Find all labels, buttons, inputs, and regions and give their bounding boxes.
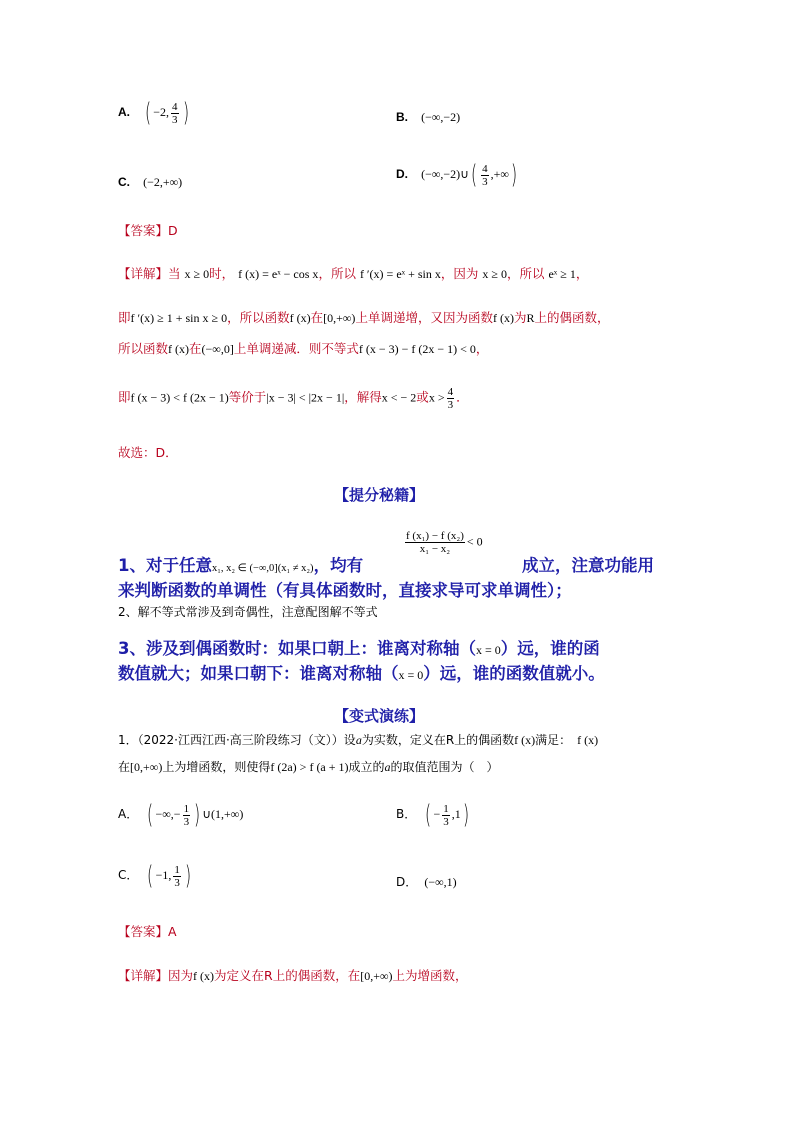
text: 当 [168, 266, 181, 281]
fraction-numerator: 4 [482, 162, 488, 175]
fraction-denominator: x₁ − x₂ [419, 543, 451, 555]
option-label: C． [118, 867, 139, 882]
text: 等价于 [228, 389, 267, 405]
text: ， [475, 341, 489, 356]
fraction-denominator: 3 [447, 399, 454, 411]
math: f (x) [492, 311, 514, 325]
option-value-tail: ,1 [451, 806, 461, 821]
text: 1．（2022·江西江西·高三阶段练习（文））设 [118, 733, 356, 747]
math: < 0 [466, 534, 483, 549]
fraction-denominator: 3 [443, 815, 449, 828]
tips-heading: 【提分秘籍】 [334, 486, 425, 504]
text: 上为增函数，则使得 [162, 760, 271, 774]
math: x₁, x₂ ∈ (−∞,0](x₁ ≠ x₂) [211, 563, 314, 574]
text: ，所以函数 [227, 310, 290, 325]
answer-tag: 【答案】 [118, 223, 169, 238]
math: f (2a) > f (a + 1) [270, 760, 349, 774]
math: a [384, 760, 391, 774]
option-c [118, 171, 182, 190]
text: 为实数，定义在R上的偶函数 [361, 733, 515, 747]
text: 或 [416, 389, 429, 405]
math: f (x) = eˣ − cos x [238, 267, 319, 281]
text: ，均有 [313, 556, 364, 575]
question-line-1 [118, 731, 598, 748]
text: 因为 [168, 968, 194, 983]
text: ， [575, 266, 589, 281]
option-value: (−∞,1) [424, 875, 457, 889]
math: f (x) [514, 733, 536, 747]
detail2-line-1 [118, 966, 468, 984]
option-value: −1, [155, 867, 172, 882]
math: |x − 3| < |2x − 1| [266, 390, 345, 405]
option2-d [396, 871, 457, 890]
answer-tag: 【答案】 [118, 924, 169, 939]
practice-heading: 【变式演练】 [334, 707, 425, 725]
tip1-line2: 来判断函数的单调性（有具体函数时，直接求导可求单调性）； [118, 581, 572, 600]
text: 即 [118, 310, 131, 325]
math: f (x − 3) < f (2x − 1) [130, 390, 229, 405]
detail-line-2 [118, 308, 610, 326]
math: x ≥ 0 [482, 267, 507, 281]
math: x = 0 [475, 643, 501, 657]
option-b [396, 106, 460, 125]
text: 3、涉及到偶函数时：如果口朝上：谁离对称轴（ [118, 639, 476, 658]
text: 1、对于任意 [118, 556, 212, 575]
text: ，因为 [440, 266, 479, 281]
answer2-line [118, 922, 177, 940]
text: ，所以 [506, 266, 545, 281]
option2-a: A． ( −∞,− $\frac{1}{3}$ ) ∪(1,+∞) [118, 800, 244, 830]
tip2: 2、解不等式常涉及到奇偶性，注意配图解不等式 [118, 605, 378, 619]
math: a [355, 733, 362, 747]
math: [0,+∞) [323, 311, 356, 325]
tip1-fraction [403, 530, 483, 555]
detail-line-1 [118, 264, 588, 282]
text: 在 [118, 760, 131, 774]
option-d: D. (−∞,−2)∪( $\frac{4}{3}$ ,+∞) [396, 160, 518, 190]
text: 成立的 [348, 760, 385, 774]
text: 数值就大；如果口朝下：谁离对称轴（ [118, 664, 399, 683]
detail-line-3 [118, 339, 488, 357]
text: ． [456, 389, 469, 405]
option-label: C. [118, 175, 130, 189]
answer-value: A [168, 924, 177, 939]
fraction-numerator: 1 [183, 802, 190, 815]
tip1-line1-end: 成立，注意功能用 [522, 556, 654, 575]
option-label: B. [396, 110, 408, 124]
answer-value: D [168, 223, 178, 238]
option2-c: C． ( −1, $\frac{1}{3}$ ) [118, 861, 192, 891]
fraction-numerator: 1 [174, 863, 180, 876]
option-value: −2, [153, 104, 170, 119]
text: 为定义在R上的偶函数，在 [214, 968, 361, 983]
fraction-numerator: 4 [447, 386, 454, 398]
option-a: A. ( −2, $\frac{4}{3}$ ) [118, 98, 189, 128]
math: [0,+∞) [360, 969, 393, 983]
option-value: (−2,+∞) [143, 175, 183, 189]
option2-b: B． ( − $\frac{1}{3}$ ,1) [396, 800, 469, 830]
text: 的取值范围为（ ） [390, 760, 499, 774]
option-value-tail: ∪(1,+∞) [202, 806, 244, 821]
math: f (x) [168, 342, 190, 356]
fraction-denominator: 3 [172, 113, 178, 126]
option-value: (−∞,−2)∪ [421, 166, 469, 181]
option-value: −∞,− [155, 806, 181, 821]
tip1-line1 [118, 552, 363, 576]
math: eˣ ≥ 1 [548, 267, 576, 281]
text: 上单调递减．则不等式 [233, 341, 359, 356]
tip3-line1 [118, 635, 600, 659]
detail-line-4 [118, 386, 469, 411]
text: 在 [189, 341, 202, 356]
text: 时， [209, 266, 235, 281]
text: ，解得 [344, 389, 382, 405]
math: f (x) [289, 311, 311, 325]
text: 所以函数 [118, 341, 169, 356]
text: 即 [118, 389, 131, 405]
math: R [526, 311, 535, 325]
math: x > [428, 390, 445, 405]
option-label: A. [118, 104, 130, 119]
text: ，所以 [318, 266, 356, 281]
option-value: (−∞,−2) [421, 110, 461, 124]
option-label: D． [396, 875, 418, 889]
text: 上单调递增，又因为函数 [355, 310, 493, 325]
option-label: A． [118, 806, 139, 821]
option-value: − [433, 806, 441, 821]
option-label: D. [396, 166, 408, 181]
text: ）远，谁的函数值就小。 [423, 664, 605, 683]
fraction-numerator: 4 [172, 100, 178, 113]
fraction-denominator: 3 [174, 876, 180, 889]
detail-conclusion [118, 443, 178, 461]
math: x < − 2 [381, 390, 417, 405]
tip3-line2 [118, 660, 605, 684]
text: ）远，谁的函 [500, 639, 600, 658]
math: f (x − 3) − f (2x − 1) < 0 [358, 342, 476, 356]
text: 为 [513, 310, 527, 325]
math: f (x) [577, 733, 599, 747]
text: 上的偶函数， [534, 310, 610, 325]
fraction-denominator: 3 [482, 175, 488, 188]
math: x ≥ 0 [184, 267, 210, 281]
detail-tag: 【详解】 [118, 968, 169, 983]
option-label: B． [396, 806, 417, 821]
text: 满足： [535, 733, 572, 747]
math: [0,+∞) [130, 760, 163, 774]
answer-line [118, 221, 178, 239]
fraction-numerator: f (x₁) − f (x₂) [406, 530, 464, 542]
detail-tag: 【详解】 [118, 266, 169, 281]
fraction-denominator: 3 [183, 815, 190, 828]
text: 故选：D． [118, 445, 178, 460]
math: x = 0 [398, 668, 424, 682]
text: 在 [310, 310, 324, 325]
math: f ′(x) ≥ 1 + sin x ≥ 0 [130, 311, 228, 325]
math: f (x) [193, 969, 215, 983]
question-line-2 [118, 758, 499, 775]
text: 上为增函数， [392, 968, 468, 983]
math: (−∞,0] [201, 342, 234, 356]
fraction-numerator: 1 [443, 802, 449, 815]
option-value-tail: ,+∞ [490, 166, 509, 181]
math: f ′(x) = eˣ + sin x [359, 267, 441, 281]
